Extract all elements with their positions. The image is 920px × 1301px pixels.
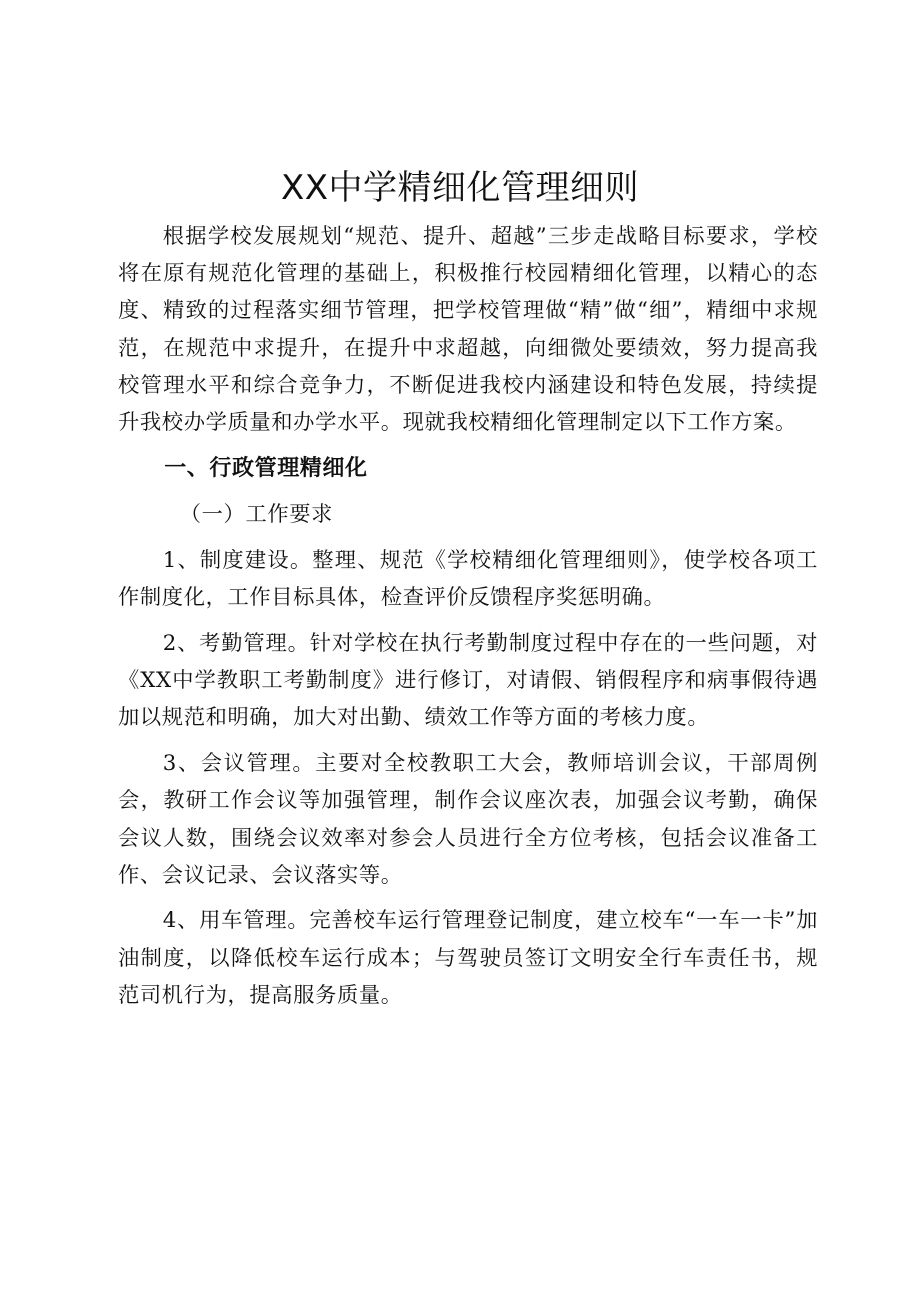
subsection-heading-requirements: （一）工作要求 (179, 501, 334, 527)
item-paragraph-system-construction: 1、制度建设。整理、规范《学校精细化管理细则》，使学校各项工作制度化，工作目标具体，检查评价反馈程序奖惩明确。 (118, 548, 818, 611)
intro-paragraph: 根据学校发展规划“规范、提升、超越”三步走战略目标要求，学校将在原有规范化管理的基础上，积极推行校园精细化管理，以精心的态度、精致的过程落实细节管理，把学校管理做“精”做“细”，精细中求规范，在规范中求提升，在提升中求超越，向细微处要绩效，努力提高我校管理水平和综合竞争力，不断促进我校内涵建设和特色发展，持续提升我校办学质量和办学水平。现就我校精细化管理制定以下工作方案。 (118, 224, 818, 436)
item-paragraph-attendance: 2、考勤管理。针对学校在执行考勤制度过程中存在的一些问题，对《XX中学教职工考勤制度》进行修订，对请假、销假程序和病事假待遇加以规范和明确，加大对出勤、绩效工作等方面的考核力度。 (118, 631, 818, 731)
document-body (118, 218, 818, 1023)
item-paragraph-vehicles: 4、用车管理。完善校车运行管理登记制度，建立校车“一车一卡”加油制度，以降低校车运行成本；与驾驶员签订文明安全行车责任书，规范司机行为，提高服务质量。 (118, 908, 818, 1008)
section-heading-administration: 一、行政管理精细化 (164, 455, 368, 481)
item-paragraph-meetings: 3、会议管理。主要对全校教职工大会，教师培训会议，干部周例会，教研工作会议等加强管理，制作会议座次表，加强会议考勤，确保会议人数，围绕会议效率对参会人员进行全方位考核，包括会议准备工作、会议记录、会议落实等。 (118, 751, 818, 888)
document-title: XX中学精细化管理细则 (280, 168, 640, 208)
